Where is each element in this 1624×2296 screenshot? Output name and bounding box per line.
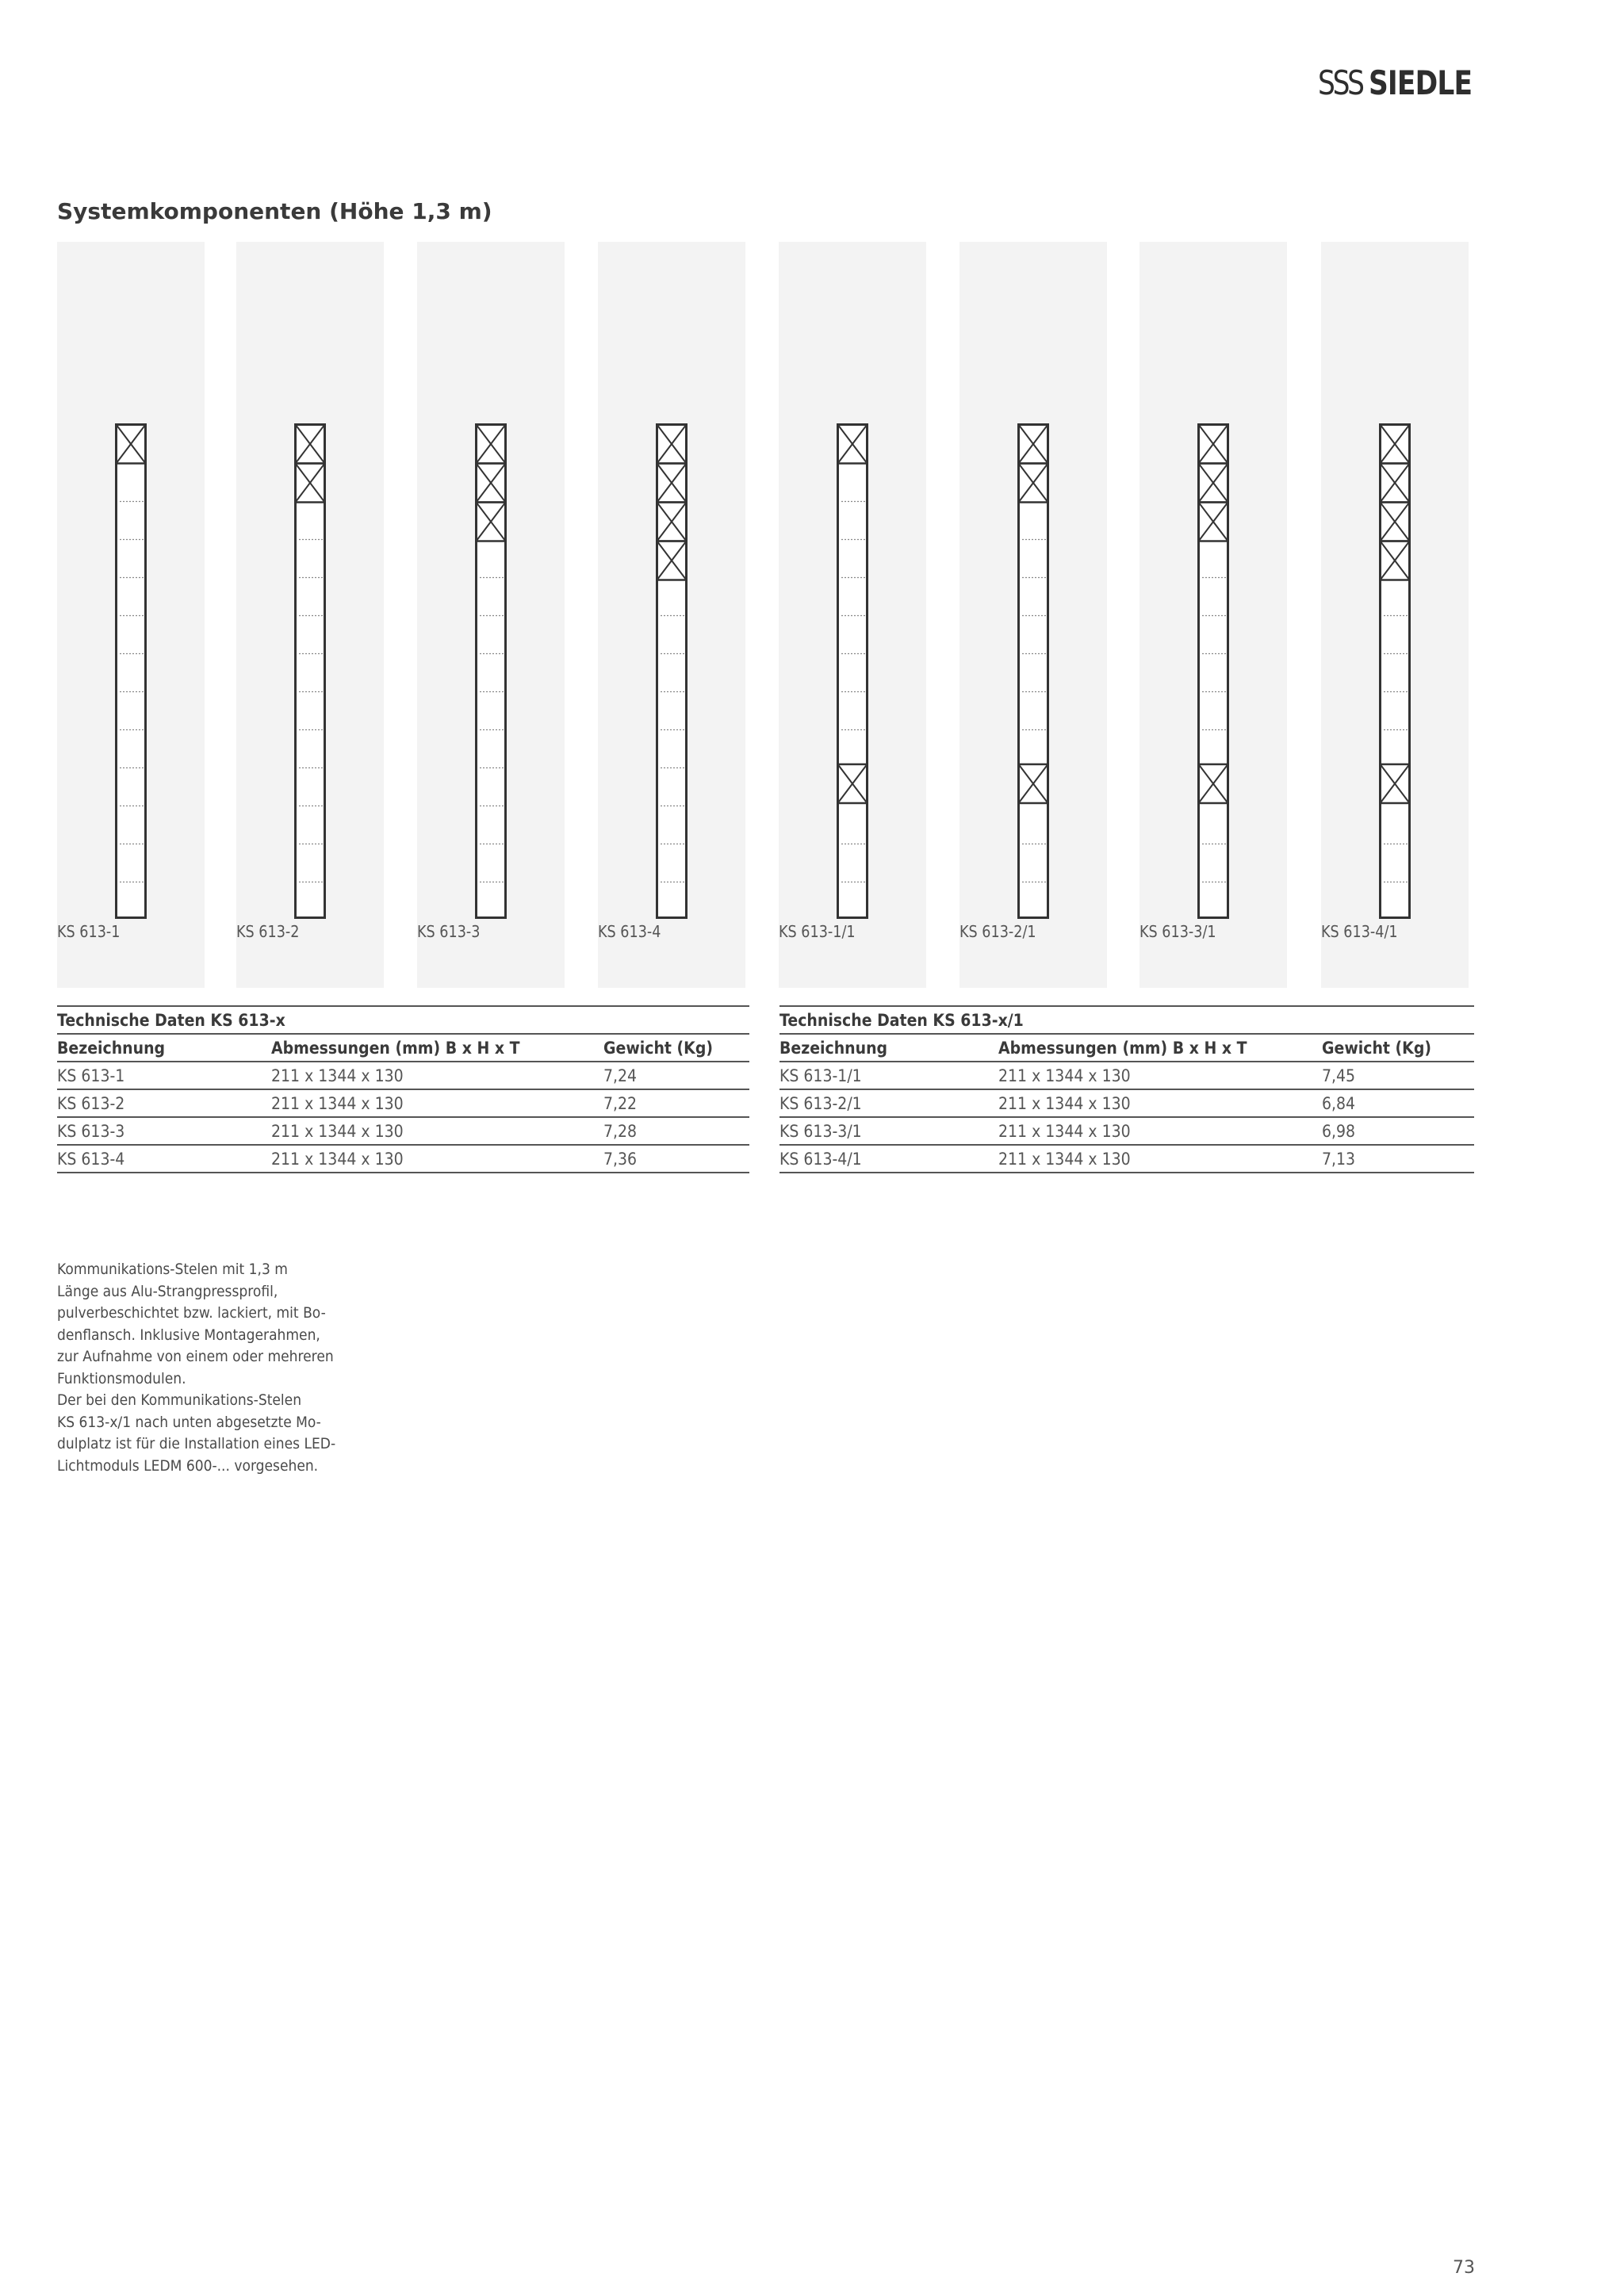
description-line: Lichtmoduls LEDM 600-... vorgesehen. (57, 1456, 319, 1475)
table-header-row (57, 1033, 749, 1061)
stele-drawing (115, 423, 147, 919)
table-row (57, 1144, 749, 1173)
column-header: Abmessungen (mm) B x H x T (998, 1039, 1247, 1058)
technical-data-table (57, 1005, 749, 1173)
table-cell: 7,13 (1322, 1150, 1356, 1169)
column-header: Bezeichnung (57, 1039, 166, 1058)
table-row (779, 1061, 1474, 1089)
component-label: KS 613-1 (57, 922, 121, 941)
table-cell: KS 613-1/1 (779, 1066, 862, 1085)
description-line: KS 613-x/1 nach unten abgesetzte Mo- (57, 1413, 321, 1431)
table-cell: KS 613-3/1 (779, 1122, 862, 1141)
table-cell: 7,24 (603, 1066, 638, 1085)
component-panel (959, 242, 1107, 988)
table-title-row (779, 1005, 1474, 1033)
component-panel (1139, 242, 1287, 988)
table-row (57, 1061, 749, 1089)
table-cell: 211 x 1344 x 130 (271, 1122, 404, 1141)
siedle-logo (1318, 63, 1472, 102)
stele-drawing (294, 423, 326, 919)
description-paragraph (57, 1259, 428, 1477)
stele-drawing (1017, 423, 1049, 919)
column-header: Bezeichnung (779, 1039, 888, 1058)
table-cell: 6,84 (1322, 1094, 1356, 1113)
column-header: Gewicht (Kg) (1322, 1039, 1431, 1058)
table-row (57, 1089, 749, 1116)
component-label: KS 613-3/1 (1139, 922, 1216, 941)
table-cell: KS 613-4 (57, 1150, 125, 1169)
table-title-row (57, 1005, 749, 1033)
stele-drawing (1379, 423, 1411, 919)
table-row (779, 1089, 1474, 1116)
stele-drawing (656, 423, 688, 919)
stele-drawing (1197, 423, 1229, 919)
table-cell: 211 x 1344 x 130 (271, 1066, 404, 1085)
table-cell: KS 613-2/1 (779, 1094, 862, 1113)
table-cell: KS 613-2 (57, 1094, 125, 1113)
description-line: zur Aufnahme von einem oder mehreren (57, 1348, 334, 1365)
table-cell: 211 x 1344 x 130 (998, 1066, 1131, 1085)
component-panel (417, 242, 565, 988)
component-label: KS 613-4 (598, 922, 661, 941)
stele-drawing (837, 423, 868, 919)
component-panel (598, 242, 745, 988)
component-label: KS 613-2 (236, 922, 300, 941)
table-cell: KS 613-3 (57, 1122, 125, 1141)
table-cell: 211 x 1344 x 130 (271, 1094, 404, 1113)
table-cell: 7,36 (603, 1150, 638, 1169)
component-panel (1321, 242, 1469, 988)
table-title: Technische Daten KS 613-x (57, 1011, 285, 1030)
table-title: Technische Daten KS 613-x/1 (779, 1011, 1024, 1030)
description-line: dulplatz ist für die Installation eines LED- (57, 1435, 336, 1452)
component-panel (57, 242, 205, 988)
stele-drawing (475, 423, 507, 919)
table-row (779, 1116, 1474, 1144)
component-panel (236, 242, 384, 988)
table-cell: 7,28 (603, 1122, 638, 1141)
description-line: Der bei den Kommunikations-Stelen (57, 1391, 302, 1409)
table-cell: 7,22 (603, 1094, 638, 1113)
description-line: pulverbeschichtet bzw. lackiert, mit Bo- (57, 1304, 326, 1322)
section-title: Systemkomponenten (Höhe 1,3 m) (57, 198, 492, 224)
page-number: 73 (1453, 2258, 1475, 2278)
description-line: Länge aus Alu-Strangpressprofil, (57, 1282, 278, 1300)
component-label: KS 613-3 (417, 922, 481, 941)
description-line: Kommunikations-Stelen mit 1,3 m (57, 1261, 288, 1278)
component-panel (779, 242, 926, 988)
table-cell: 211 x 1344 x 130 (998, 1094, 1131, 1113)
table-cell: KS 613-4/1 (779, 1150, 862, 1169)
table-cell: 211 x 1344 x 130 (998, 1150, 1131, 1169)
table-cell: 7,45 (1322, 1066, 1356, 1085)
table-cell: 211 x 1344 x 130 (271, 1150, 404, 1169)
component-label: KS 613-2/1 (959, 922, 1036, 941)
table-row (779, 1144, 1474, 1173)
column-header: Abmessungen (mm) B x H x T (271, 1039, 520, 1058)
technical-data-table (779, 1005, 1474, 1173)
table-cell: 6,98 (1322, 1122, 1356, 1141)
column-header: Gewicht (Kg) (603, 1039, 713, 1058)
description-line: Funktionsmodulen. (57, 1369, 186, 1387)
table-header-row (779, 1033, 1474, 1061)
description-line: denflansch. Inklusive Montagerahmen, (57, 1326, 320, 1344)
logo-text: SIEDLE (1368, 63, 1473, 102)
table-row (57, 1116, 749, 1144)
component-label: KS 613-1/1 (779, 922, 856, 941)
table-cell: 211 x 1344 x 130 (998, 1122, 1131, 1141)
table-cell: KS 613-1 (57, 1066, 125, 1085)
logo-mark: SSS (1318, 63, 1362, 102)
component-label: KS 613-4/1 (1321, 922, 1398, 941)
